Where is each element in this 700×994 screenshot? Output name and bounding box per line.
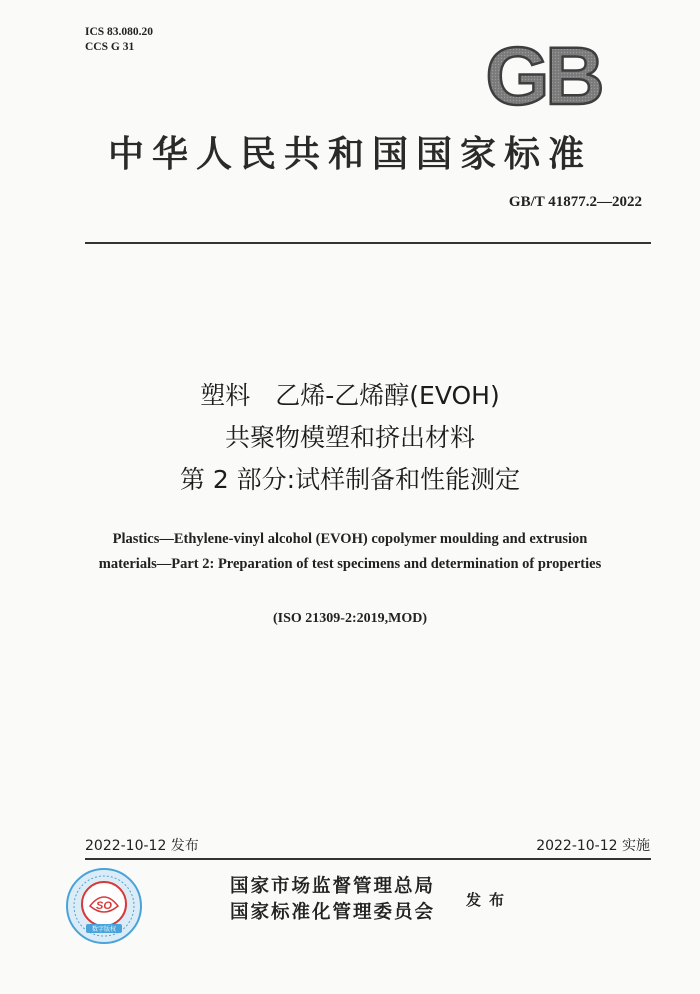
- standard-number: GB/T 41877.2—2022: [508, 194, 642, 210]
- top-divider: [85, 242, 651, 244]
- english-title-line-2: materials—Part 2: Preparation of test specimens and determination of properties: [98, 556, 602, 572]
- publish-label: 发布: [466, 891, 513, 909]
- classification-codes: [85, 25, 153, 55]
- national-standard-title: 中华人民共和国国家标准: [107, 133, 592, 175]
- issuing-authorities: [230, 874, 435, 926]
- chinese-title-line-1: 塑料 乙烯-乙烯醇(EVOH): [200, 381, 500, 410]
- chinese-title-line-2: 共聚物模塑和挤出材料: [224, 423, 475, 452]
- bottom-divider: [85, 858, 651, 860]
- verification-seal-icon: [64, 866, 144, 946]
- issuer-samr: 国家市场监督管理总局: [230, 876, 436, 897]
- gb-standard-logo: [476, 36, 610, 112]
- issuer-sac: 国家标准化管理委员会: [230, 902, 436, 923]
- ics-code: ICS 83.080.20: [85, 26, 154, 38]
- chinese-title-line-3: 第 2 部分:试样制备和性能测定: [179, 465, 521, 494]
- english-title-line-1: Plastics—Ethylene-vinyl alcohol (EVOH) copolymer moulding and extrusion: [112, 531, 588, 547]
- chinese-title: [0, 375, 700, 501]
- svg-text:数字版权: 数字版权: [91, 926, 117, 933]
- english-title: [40, 527, 660, 577]
- implementation-date: 2022-10-12 实施: [536, 838, 650, 854]
- ccs-code: CCS G 31: [85, 41, 135, 53]
- issue-date: 2022-10-12 发布: [85, 838, 199, 854]
- svg-text:SO: SO: [96, 900, 112, 912]
- iso-reference: (ISO 21309-2:2019,MOD): [273, 611, 427, 626]
- svg-text:GB: GB: [485, 36, 601, 112]
